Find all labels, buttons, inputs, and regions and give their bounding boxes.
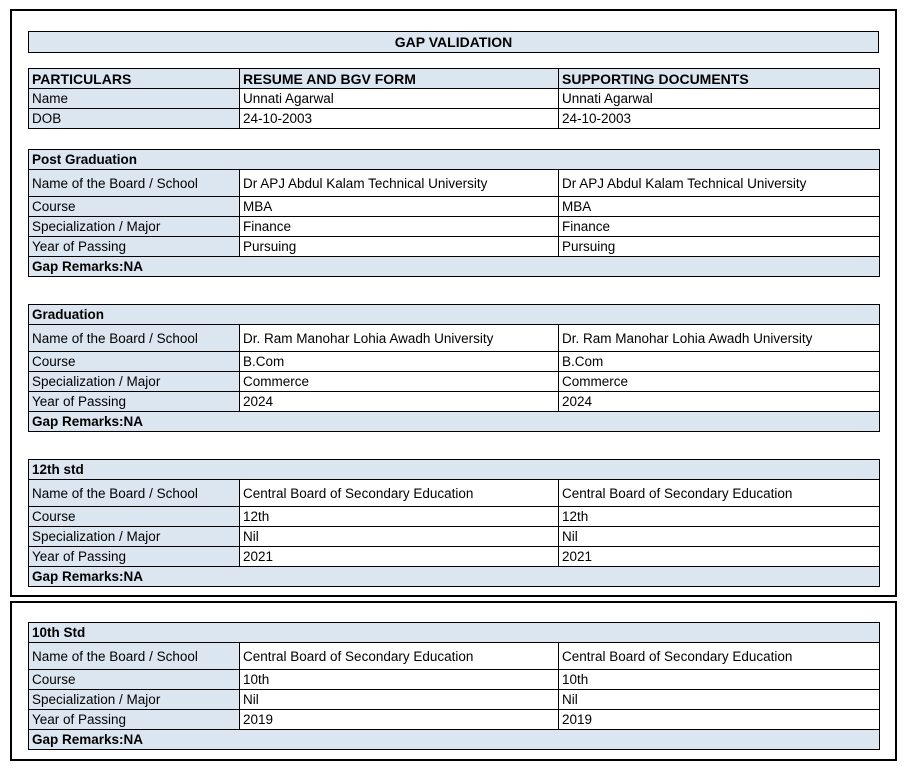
main-document-box: [10, 9, 897, 597]
section-heading: 12th std: [29, 460, 880, 480]
education-section-table: [28, 459, 880, 587]
section-heading-row: [29, 460, 880, 480]
gap-remarks-row: [29, 257, 880, 277]
table-row: [29, 237, 880, 257]
row-label: Year of Passing: [29, 237, 240, 257]
resume-value: Central Board of Secondary Education: [240, 480, 559, 507]
resume-value: Pursuing: [240, 237, 559, 257]
row-label: Specialization / Major: [29, 690, 240, 710]
section-heading: Graduation: [29, 305, 880, 325]
column-header-supporting-docs: SUPPORTING DOCUMENTS: [559, 69, 880, 89]
table-row-dob: [29, 109, 880, 129]
education-sections-upper: [28, 149, 879, 587]
gap-remarks: Gap Remarks:NA: [29, 567, 880, 587]
table-row: [29, 527, 880, 547]
row-label: Name: [29, 89, 240, 109]
gap-remarks: Gap Remarks:NA: [29, 412, 880, 432]
row-label: DOB: [29, 109, 240, 129]
section-heading-row: [29, 623, 880, 643]
table-row-name: [29, 89, 880, 109]
supporting-value: 10th: [559, 670, 880, 690]
row-label: Year of Passing: [29, 710, 240, 730]
page-title: GAP VALIDATION: [28, 31, 879, 53]
supporting-value: B.Com: [559, 352, 880, 372]
gap-remarks-row: [29, 412, 880, 432]
supporting-value: 2021: [559, 547, 880, 567]
row-label: Specialization / Major: [29, 527, 240, 547]
education-section-table: [28, 304, 880, 432]
table-row: [29, 643, 880, 670]
table-row: [29, 392, 880, 412]
row-label: Course: [29, 197, 240, 217]
row-label: Course: [29, 352, 240, 372]
resume-value: Central Board of Secondary Education: [240, 643, 559, 670]
row-label: Name of the Board / School: [29, 170, 240, 197]
supporting-value: Unnati Agarwal: [559, 89, 880, 109]
education-sections-lower: [28, 622, 879, 750]
supporting-value: Dr APJ Abdul Kalam Technical University: [559, 170, 880, 197]
table-row: [29, 690, 880, 710]
particulars-header-row: [29, 69, 880, 89]
resume-value: Finance: [240, 217, 559, 237]
supporting-value: Commerce: [559, 372, 880, 392]
supporting-value: Central Board of Secondary Education: [559, 643, 880, 670]
section-heading-row: [29, 150, 880, 170]
education-section-table: [28, 622, 880, 750]
gap-remarks-row: [29, 730, 880, 750]
resume-value: Dr APJ Abdul Kalam Technical University: [240, 170, 559, 197]
table-row: [29, 507, 880, 527]
table-row: [29, 670, 880, 690]
supporting-value: 12th: [559, 507, 880, 527]
resume-value: 2019: [240, 710, 559, 730]
row-label: Course: [29, 670, 240, 690]
table-row: [29, 170, 880, 197]
table-row: [29, 547, 880, 567]
table-row: [29, 325, 880, 352]
gap-remarks-row: [29, 567, 880, 587]
column-header-particulars: PARTICULARS: [29, 69, 240, 89]
row-label: Name of the Board / School: [29, 643, 240, 670]
supporting-value: Dr. Ram Manohar Lohia Awadh University: [559, 325, 880, 352]
row-label: Course: [29, 507, 240, 527]
row-label: Year of Passing: [29, 392, 240, 412]
section-heading: 10th Std: [29, 623, 880, 643]
supporting-value: Nil: [559, 527, 880, 547]
table-row: [29, 352, 880, 372]
resume-value: Unnati Agarwal: [240, 89, 559, 109]
supporting-value: 2024: [559, 392, 880, 412]
table-row: [29, 217, 880, 237]
section-heading-row: [29, 305, 880, 325]
resume-value: B.Com: [240, 352, 559, 372]
resume-value: Nil: [240, 527, 559, 547]
gap-remarks: Gap Remarks:NA: [29, 257, 880, 277]
tenth-std-box: [10, 601, 897, 761]
table-row: [29, 710, 880, 730]
row-label: Specialization / Major: [29, 372, 240, 392]
row-label: Year of Passing: [29, 547, 240, 567]
resume-value: 2021: [240, 547, 559, 567]
resume-value: 2024: [240, 392, 559, 412]
resume-value: Commerce: [240, 372, 559, 392]
supporting-value: MBA: [559, 197, 880, 217]
supporting-value: Pursuing: [559, 237, 880, 257]
row-label: Name of the Board / School: [29, 325, 240, 352]
row-label: Specialization / Major: [29, 217, 240, 237]
supporting-value: 24-10-2003: [559, 109, 880, 129]
supporting-value: 2019: [559, 710, 880, 730]
row-label: Name of the Board / School: [29, 480, 240, 507]
resume-value: MBA: [240, 197, 559, 217]
resume-value: 12th: [240, 507, 559, 527]
resume-value: 24-10-2003: [240, 109, 559, 129]
gap-remarks: Gap Remarks:NA: [29, 730, 880, 750]
supporting-value: Central Board of Secondary Education: [559, 480, 880, 507]
table-row: [29, 197, 880, 217]
resume-value: Dr. Ram Manohar Lohia Awadh University: [240, 325, 559, 352]
resume-value: Nil: [240, 690, 559, 710]
column-header-resume-bgv: RESUME AND BGV FORM: [240, 69, 559, 89]
supporting-value: Finance: [559, 217, 880, 237]
education-section-table: [28, 149, 880, 277]
supporting-value: Nil: [559, 690, 880, 710]
resume-value: 10th: [240, 670, 559, 690]
particulars-table: [28, 68, 880, 129]
table-row: [29, 372, 880, 392]
table-row: [29, 480, 880, 507]
section-heading: Post Graduation: [29, 150, 880, 170]
